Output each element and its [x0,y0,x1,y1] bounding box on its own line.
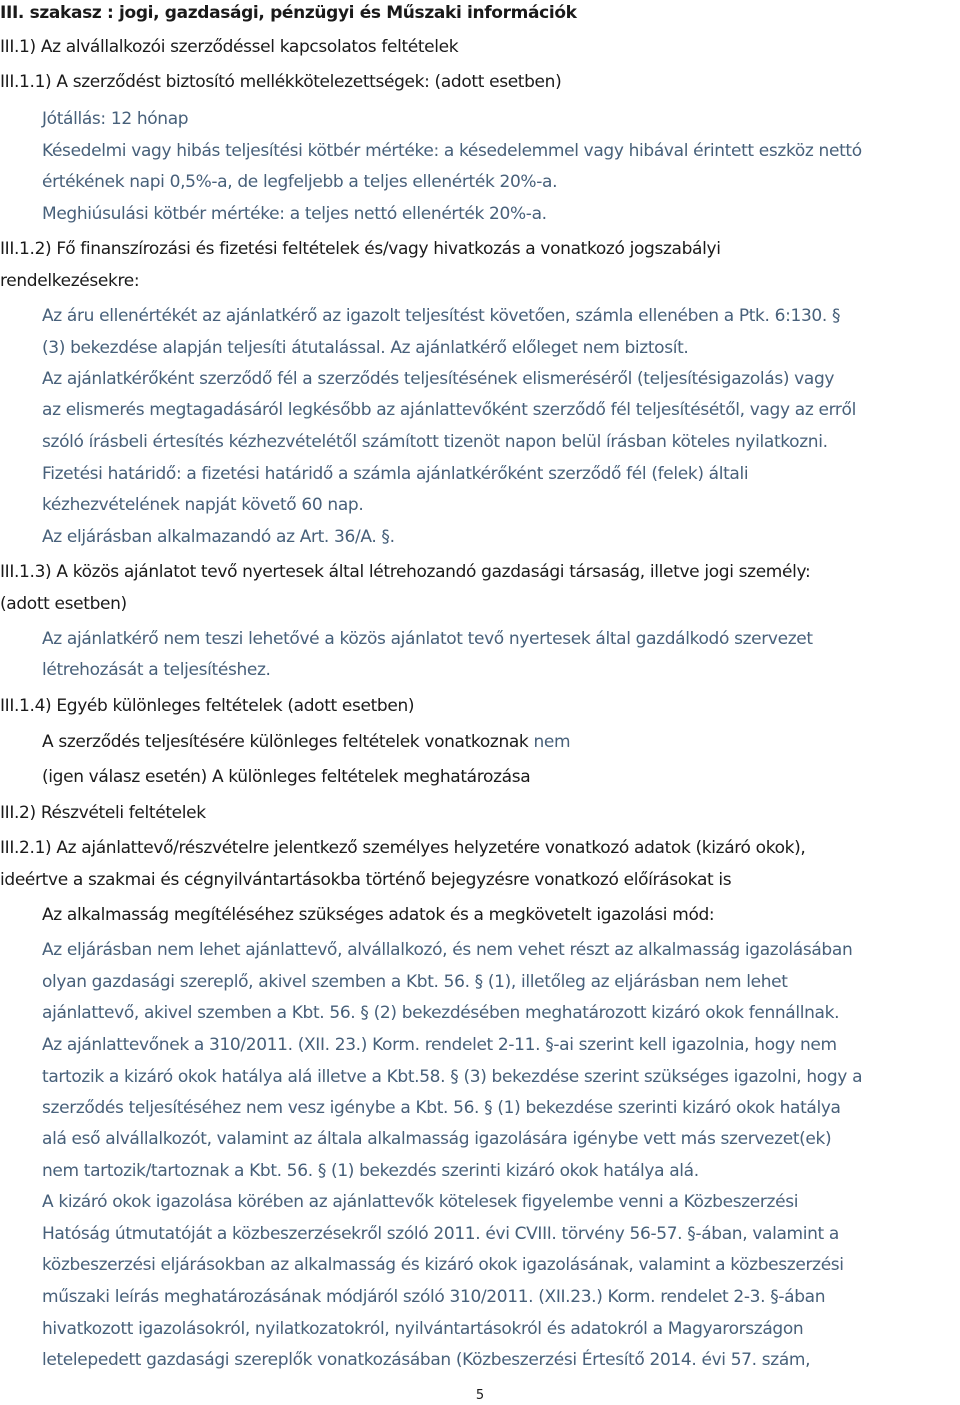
text-line: Fizetési határidő: a fizetési határidő a számla ajánlatkérőként szerződő fél (felek) általi [42,464,749,484]
text-line: Hatóság útmutatóját a közbeszerzésekről szóló 2011. évi CVIII. törvény 56-57. §-ában, valamint a [42,1224,839,1244]
text-line: az elismerés megtagadásáról legkésőbb az ajánlattevőként szerződő fél teljesítésétől, vagy az erről [42,400,856,420]
heading-iii-2: III.2) Részvételi feltételek [0,803,206,823]
text-line: (3) bekezdése alapján teljesíti átutalással. Az ajánlatkérő előleget nem biztosít. [42,338,689,358]
text-line: értékének napi 0,5%-a, de legfeljebb a teljes ellenérték 20%-a. [42,172,558,192]
text-line: Az áru ellenértékét az ajánlatkérő az igazolt teljesítést követően, számla ellenében a Ptk. 6:130. § [42,306,841,326]
heading-iii-1-2: III.1.2) Fő finanszírozási és fizetési feltételek és/vagy hivatkozás a vonatkozó jogszabályi [0,239,721,259]
suitability-subheading: Az alkalmasság megítéléséhez szükséges adatok és a megkövetelt igazolási mód: [42,905,715,925]
heading-iii-1: III.1) Az alvállalkozói szerződéssel kapcsolatos feltételek [0,37,459,57]
text-line: közbeszerzési eljárásokban az alkalmasság és kizáró okok igazolásának, valamint a közbeszerzési [42,1255,844,1275]
text-line: alá eső alvállalkozót, valamint az általa alkalmasság igazolására igénybe vett más szervezet(ek) [42,1129,832,1149]
text-line: olyan gazdasági szereplő, akivel szemben a Kbt. 56. § (1), illetőleg az eljárásban nem lehet [42,972,788,992]
text-line: hivatkozott igazolásokról, nyilatkozatokról, nyilvántartásokról és adatokról a Magyarországon [42,1319,804,1339]
text-line: A kizáró okok igazolása körében az ajánlattevők kötelesek figyelembe venni a Közbeszerzési [42,1192,799,1212]
text-line: Az eljárásban alkalmazandó az Art. 36/A. §. [42,527,395,547]
text-line: letelepedett gazdasági szereplők vonatkozásában (Közbeszerzési Értesítő 2014. évi 57. szám, [42,1350,811,1370]
text-line: Jótállás: 12 hónap [42,109,189,129]
special-conditions-line [42,731,570,753]
text-line: Az ajánlatkérőként szerződő fél a szerződés teljesítésének elismeréséről (teljesítésigazolás) vagy [42,369,835,389]
text-line: Az ajánlatkérő nem teszi lehetővé a közös ajánlatot tevő nyertesek által gazdálkodó szervezet [42,629,813,649]
text-line: szóló írásbeli értesítés kézhezvételétől számított tizenöt napon belül írásban köteles nyilatkozni. [42,432,828,452]
text-line: Az eljárásban nem lehet ajánlattevő, alvállalkozó, és nem vehet részt az alkalmasság igazolásában [42,940,853,960]
text-line: kézhezvételének napját követő 60 nap. [42,495,364,515]
heading-iii-1-3-cont: (adott esetben) [0,594,127,614]
text-line: műszaki leírás meghatározásának módjáról szóló 310/2011. (XII.23.) Korm. rendelet 2-3. §-ában [42,1287,826,1307]
text-line: létrehozását a teljesítéshez. [42,660,271,680]
text-line: Késedelmi vagy hibás teljesítési kötbér mértéke: a késedelemmel vagy hibával érintett eszköz nettó [42,141,862,161]
text-line: tartozik a kizáró okok hatálya alá illetve a Kbt.58. § (3) bekezdése szerint szükséges igazolni, hogy a [42,1067,863,1087]
special-conditions-label: A szerződés teljesítésére különleges feltételek vonatkoznak [42,732,529,752]
heading-iii-2-1: III.2.1) Az ajánlattevő/részvételre jelentkező személyes helyzetére vonatkozó adatok (kizáró okok), [0,838,806,858]
text-line: ajánlattevő, akivel szemben a Kbt. 56. § (2) bekezdésében meghatározott kizáró okok fennállnak. [42,1003,840,1023]
text-line: nem tartozik/tartoznak a Kbt. 56. § (1) bekezdés szerinti kizáró okok hatálya alá. [42,1161,699,1181]
heading-iii-1-3: III.1.3) A közös ajánlatot tevő nyertesek által létrehozandó gazdasági társaság, illetve jogi személy: [0,562,811,582]
section-title: III. szakasz : jogi, gazdasági, pénzügyi és Műszaki információk [0,3,577,23]
special-conditions-definition: (igen válasz esetén) A különleges feltételek meghatározása [42,767,531,787]
special-conditions-value: nem [533,732,571,752]
heading-iii-1-2-cont: rendelkezésekre: [0,271,140,291]
text-line: szerződés teljesítéséhez nem vesz igénybe a Kbt. 56. § (1) bekezdése szerinti kizáró okok hatálya [42,1098,841,1118]
heading-iii-2-1-cont: ideértve a szakmai és cégnyilvántartásokba történő bejegyzésre vonatkozó előírásokat is [0,870,732,890]
page-number: 5 [475,1388,485,1403]
text-line: Meghiúsulási kötbér mértéke: a teljes nettó ellenérték 20%-a. [42,204,547,224]
text-line: Az ajánlattevőnek a 310/2011. (XII. 23.) Korm. rendelet 2-11. §-ai szerint kell igazolnia, hogy nem [42,1035,837,1055]
heading-iii-1-4: III.1.4) Egyéb különleges feltételek (adott esetben) [0,696,415,716]
heading-iii-1-1: III.1.1) A szerződést biztosító mellékkötelezettségek: (adott esetben) [0,72,562,92]
